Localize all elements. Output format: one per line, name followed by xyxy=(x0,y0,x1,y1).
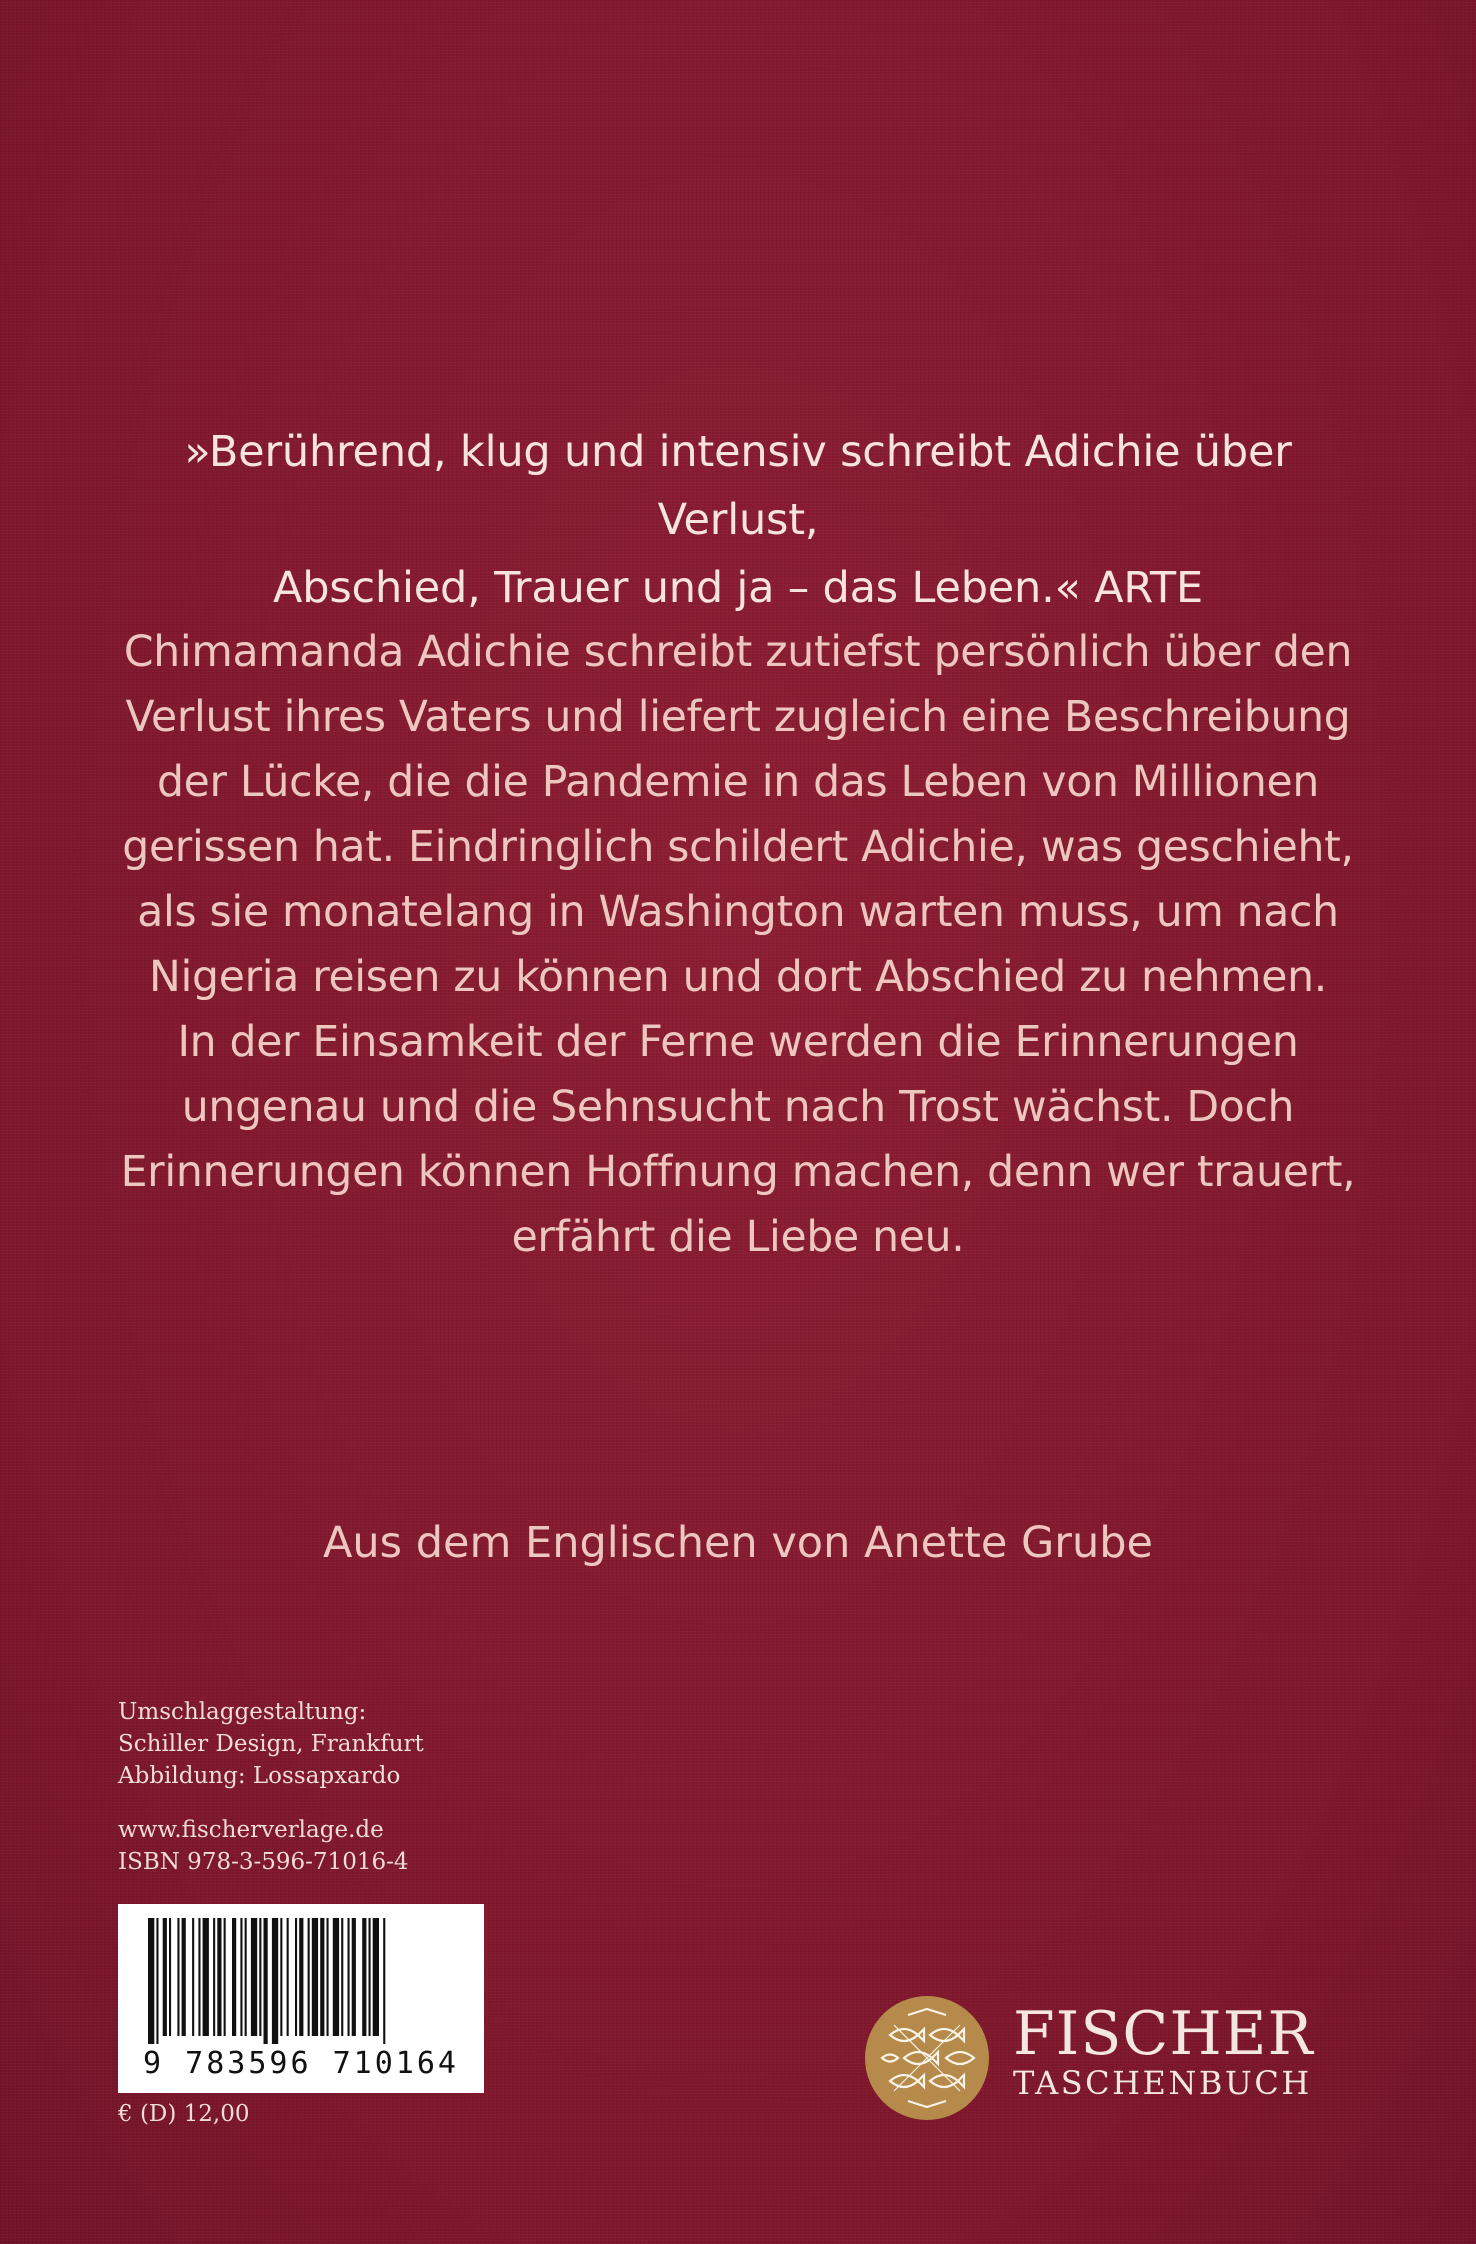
publisher-logo xyxy=(1013,1999,1314,2102)
barcode-bar xyxy=(312,1918,318,2036)
fischer-fish-emblem-icon xyxy=(864,1995,990,2121)
barcode-bar xyxy=(182,1918,186,2036)
isbn: ISBN 978-3-596-71016-4 xyxy=(118,1849,409,1875)
blurb xyxy=(110,620,1366,1270)
quote-line: Abschied, Trauer und ja – das Leben.« ARTE xyxy=(273,563,1203,613)
barcode-bar xyxy=(224,1918,226,2036)
cover-credits xyxy=(118,1696,424,1792)
barcode-bars xyxy=(146,1918,456,2044)
barcode-bar xyxy=(203,1918,209,2036)
blurb-line: Nigeria reisen zu können und dort Abschied zu nehmen. xyxy=(149,953,1327,1002)
barcode xyxy=(118,1904,484,2093)
barcode-bar xyxy=(341,1918,343,2036)
publisher-name: FISCHER xyxy=(1013,1999,1314,2069)
quote xyxy=(120,418,1356,622)
barcode-bar xyxy=(272,1918,278,2044)
barcode-bar xyxy=(299,1918,303,2036)
barcode-bar xyxy=(295,1918,297,2036)
barcode-bar xyxy=(232,1918,236,2036)
publisher-imprint: TASCHENBUCH xyxy=(1013,2064,1312,2102)
translator-credit: Aus dem Englischen von Anette Grube xyxy=(323,1518,1153,1568)
blurb-line: ungenau und die Sehnsucht nach Trost wächst. Doch xyxy=(181,1083,1295,1132)
barcode-bar xyxy=(362,1918,366,2036)
blurb-line: Verlust ihres Vaters und liefert zugleich eine Beschreibung xyxy=(125,693,1351,742)
barcode-bar xyxy=(348,1918,350,2036)
blurb-line: Chimamanda Adichie schreibt zutiefst persönlich über den xyxy=(123,628,1353,677)
barcode-bar xyxy=(333,1918,339,2036)
barcode-bar xyxy=(352,1918,356,2036)
barcode-bar xyxy=(259,1918,261,2036)
barcode-bar xyxy=(373,1918,379,2036)
barcode-bar xyxy=(192,1918,194,2036)
cover-design: Schiller Design, Frankfurt xyxy=(118,1731,424,1757)
barcode-bar xyxy=(240,1918,242,2036)
barcode-bar xyxy=(369,1918,371,2036)
barcode-bar xyxy=(320,1918,324,2036)
barcode-bar xyxy=(327,1918,329,2036)
illustration-credit: Abbildung: Lossapxardo xyxy=(118,1763,401,1789)
quote-line: »Berührend, klug und intensiv schreibt Adichie über Verlust, xyxy=(184,427,1292,545)
barcode-bar xyxy=(383,1918,385,2044)
barcode-bar xyxy=(198,1918,200,2036)
blurb-line: In der Einsamkeit der Ferne werden die Erinnerungen xyxy=(177,1018,1299,1067)
barcode-bar xyxy=(148,1918,154,2044)
cover-design-label: Umschlaggestaltung: xyxy=(118,1699,367,1725)
website-link[interactable]: www.fischerverlage.de xyxy=(118,1817,384,1843)
barcode-number: 9 783596 710164 xyxy=(143,2046,459,2081)
barcode-bar xyxy=(280,1918,282,2036)
barcode-bar xyxy=(217,1918,221,2036)
blurb-line: erfährt die Liebe neu. xyxy=(511,1213,965,1262)
barcode-bar xyxy=(213,1918,215,2036)
barcode-bar xyxy=(156,1918,158,2044)
publisher-info xyxy=(118,1814,409,1878)
blurb-line: der Lücke, die die Pandemie in das Leben von Millionen xyxy=(156,758,1320,807)
barcode-bar xyxy=(308,1918,310,2036)
barcode-bar xyxy=(245,1918,247,2036)
barcode-bar xyxy=(169,1918,171,2036)
blurb-line: als sie monatelang in Washington warten muss, um nach xyxy=(137,888,1339,937)
barcode-bar xyxy=(251,1918,257,2036)
barcode-bar xyxy=(163,1918,167,2036)
barcode-bar xyxy=(177,1918,179,2036)
price: € (D) 12,00 xyxy=(118,2101,250,2127)
barcode-bar xyxy=(287,1918,289,2036)
blurb-line: gerissen hat. Eindringlich schildert Adichie, was geschieht, xyxy=(122,823,1354,872)
blurb-line: Erinnerungen können Hoffnung machen, denn wer trauert, xyxy=(120,1148,1356,1197)
barcode-bar xyxy=(264,1918,268,2044)
